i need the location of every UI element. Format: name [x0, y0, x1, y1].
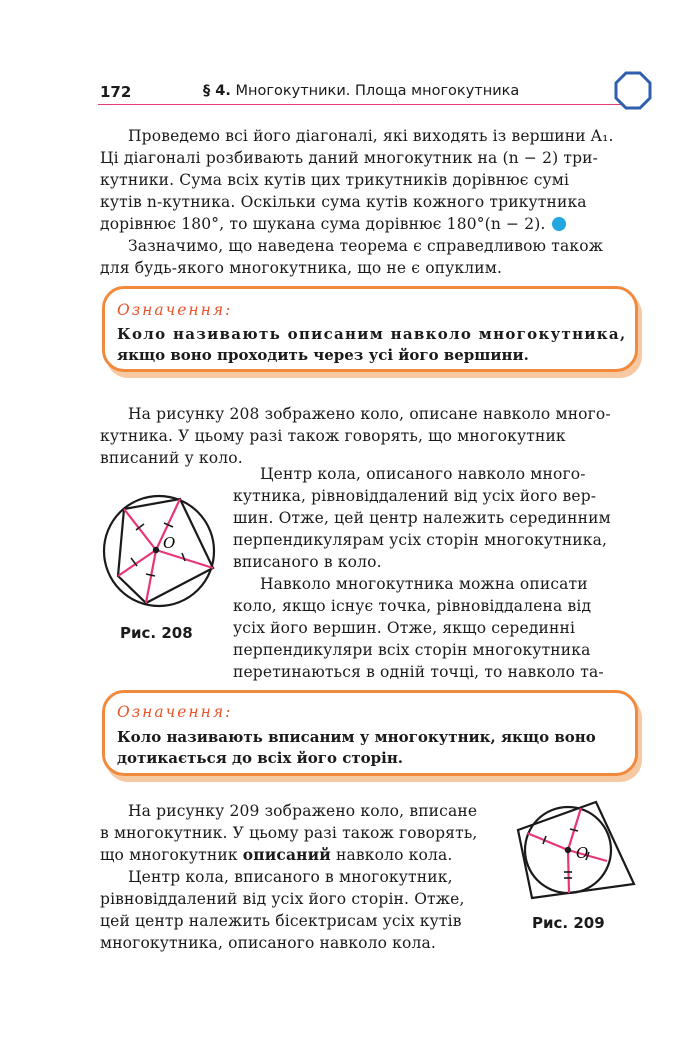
section-title: Многокутники. Площа многокутника — [235, 83, 520, 99]
text-line: шин. Отже, цей центр належить серединним — [233, 509, 611, 527]
definition-text: Коло називають вписаним у многокутник, якщо воно — [117, 728, 596, 746]
text-line: кутів n-кутника. Оскільки сума кутів кожного трикутника — [100, 193, 587, 211]
text-line: Зазначимо, що наведена теорема є справедливою також — [128, 237, 604, 255]
figure-209-inscribed-circle — [510, 798, 642, 908]
text-line: Ці діагоналі розбивають даний многокутник на (n − 2) три- — [100, 149, 599, 167]
definition-box-inscribed — [102, 690, 638, 776]
text-line: многокутника, описаного навколо кола. — [100, 934, 436, 952]
definition-label: Означення: — [117, 703, 233, 721]
text-line: Проведемо всі його діагоналі, які виходять із вершини A₁. — [128, 127, 614, 145]
text-line: усіх його вершин. Отже, якщо серединні — [233, 619, 576, 637]
text-line: Центр кола, описаного навколо много- — [260, 465, 586, 483]
figure-caption: Рис. 208 — [120, 624, 193, 642]
header-rule — [98, 104, 628, 105]
center-label: O — [576, 844, 589, 862]
text-line: Навколо многокутника можна описати — [260, 575, 588, 593]
text-line: перпендикулярам усіх сторін многокутника, — [233, 531, 608, 549]
definition-label: Означення: — [117, 301, 233, 319]
text-line: перпендикуляри всіх сторін многокутника — [233, 641, 591, 659]
text-line: На рисунку 209 зображено коло, вписане — [128, 802, 478, 820]
running-header — [203, 83, 519, 99]
figure-208-circumscribed-circle — [98, 490, 220, 612]
text-line — [100, 845, 452, 865]
text-line-content: дорівнює 180°, то шукана сума дорівнює 180°(n − 2). — [100, 215, 546, 233]
text-line: кутника, рівновіддалений від усіх його вер- — [233, 487, 597, 505]
center-point — [153, 547, 159, 553]
definition-text: якщо воно проходить через усі його вершини. — [117, 346, 529, 364]
octagon-icon — [612, 70, 654, 112]
definition-box-circumscribed — [102, 286, 638, 372]
text-line: коло, якщо існує точка, рівновіддалена від — [233, 597, 592, 615]
page-number: 172 — [100, 83, 132, 101]
text-fragment: що многокутник — [100, 846, 243, 864]
definition-text: Коло називають описаним навколо многокутника, — [117, 325, 627, 343]
text-line: вписаний у коло. — [100, 449, 243, 467]
text-line: перетинаються в одній точці, то навколо та- — [233, 663, 604, 681]
text-line: рівновіддалений від усіх його сторін. Отже, — [100, 890, 465, 908]
text-line: вписаного в коло. — [233, 553, 382, 571]
text-line: кутники. Сума всіх кутів цих трикутників дорівнює сумі — [100, 171, 570, 189]
bold-term: описаний — [242, 845, 331, 864]
center-point — [565, 847, 571, 853]
proof-end-marker-icon — [552, 217, 566, 231]
figure-caption: Рис. 209 — [532, 914, 605, 932]
center-label: O — [163, 534, 176, 552]
text-line: цей центр належить бісектрисам усіх кутів — [100, 912, 462, 930]
text-line — [100, 214, 566, 234]
definition-text: дотикається до всіх його сторін. — [117, 749, 404, 767]
text-line: кутника. У цьому разі також говорять, що многокутник — [100, 427, 566, 445]
text-fragment: навколо кола. — [330, 846, 453, 864]
section-number: § 4. — [203, 83, 231, 99]
text-line: На рисунку 208 зображено коло, описане навколо много- — [128, 405, 611, 423]
text-line: для будь-якого многокутника, що не є опуклим. — [100, 259, 503, 277]
text-line: в многокутник. У цьому разі також говорять, — [100, 824, 478, 842]
text-line: Центр кола, вписаного в многокутник, — [128, 868, 453, 886]
